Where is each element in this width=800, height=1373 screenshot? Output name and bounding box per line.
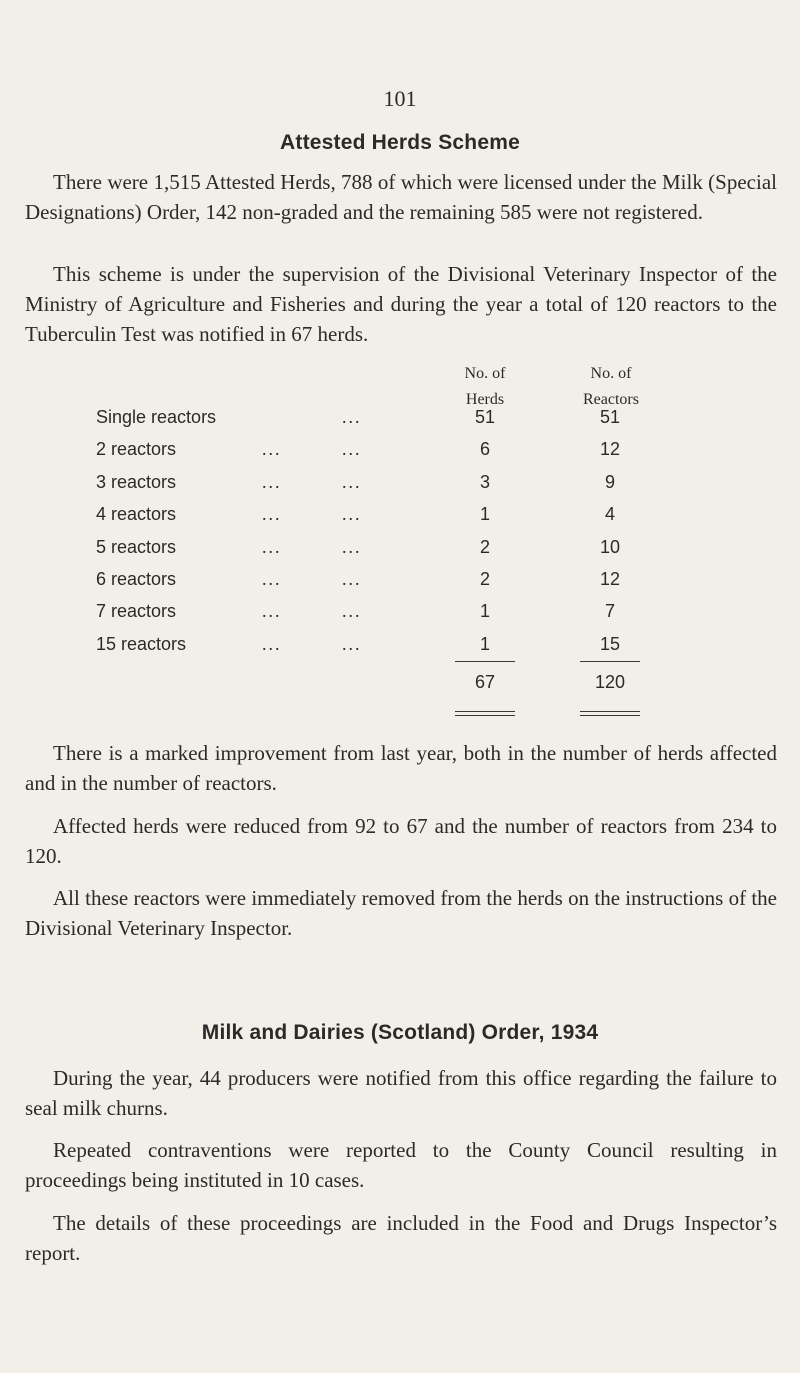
row-herds-value: 3: [479, 471, 490, 492]
row-reactors-value: 4: [604, 504, 615, 525]
row-label: 3 reactors: [96, 471, 177, 492]
leader-dots: ...: [342, 601, 362, 622]
leader-dots: ...: [262, 504, 282, 525]
table-row: [0, 439, 800, 469]
column-header-herds: [430, 361, 540, 413]
row-herds-value: 2: [479, 569, 490, 589]
column-header-herds-line2: Herds: [465, 391, 505, 408]
paragraph-proceedings-details: The details of these proceedings are included in the Food and Drugs Inspector’s report.: [25, 1211, 777, 1265]
table-row: [0, 537, 800, 567]
leader-dots: ...: [342, 504, 362, 525]
subtotal-rule-herds: [455, 661, 515, 662]
column-header-herds-line1: No. of: [464, 365, 506, 382]
table-row: [0, 601, 800, 631]
section-heading-milk-dairies: Milk and Dairies (Scotland) Order, 1934: [201, 1021, 599, 1044]
double-rule-reactors-1: [580, 711, 640, 712]
row-label: 15 reactors: [96, 633, 187, 654]
total-herds: 67: [474, 672, 496, 692]
row-label: Single reactors: [96, 407, 217, 427]
leader-dots: ...: [342, 407, 362, 427]
paragraph-contraventions: Repeated contraventions were reported to the County Council resulting in proceedings being instituted in 10 cases.: [25, 1138, 777, 1192]
section-heading-attested-herds: Attested Herds Scheme: [280, 131, 520, 154]
row-herds-value: 51: [474, 407, 496, 427]
row-label: 4 reactors: [96, 504, 177, 525]
double-rule-herds-1: [455, 711, 515, 712]
leader-dots: ...: [342, 569, 362, 589]
column-header-reactors-line1: No. of: [590, 365, 632, 382]
leader-dots: ...: [262, 536, 282, 557]
row-reactors-value: 9: [604, 471, 615, 492]
paragraph-scheme-supervision: This scheme is under the supervision of the Divisional Veterinary Inspector of the Ministry of Agriculture and Fisheries and during the year a total of 120 reactors to the Tuberculin Test was notified in 67 herds.: [25, 262, 777, 346]
paragraph-improvement: There is a marked improvement from last year, both in the number of herds affected and in the number of reactors.: [25, 741, 777, 795]
leader-dots: ...: [262, 439, 282, 460]
row-label: 2 reactors: [96, 439, 177, 460]
row-reactors-value: 51: [599, 407, 621, 427]
row-label: 7 reactors: [96, 601, 177, 622]
leader-dots: ...: [342, 471, 362, 492]
leader-dots: ...: [262, 569, 282, 589]
row-herds-value: 2: [479, 536, 490, 557]
double-rule-reactors-2: [580, 715, 640, 716]
row-reactors-value: 15: [599, 633, 621, 654]
paragraph-removal: All these reactors were immediately removed from the herds on the instructions of the Divisional Veterinary Inspector.: [25, 886, 777, 940]
leader-dots: ...: [262, 601, 282, 622]
row-reactors-value: 12: [599, 439, 621, 460]
row-herds-value: 1: [479, 601, 490, 622]
column-header-reactors-line2: Reactors: [583, 391, 639, 408]
row-herds-value: 1: [479, 633, 490, 654]
double-rule-herds-2: [455, 715, 515, 716]
table-row: [0, 634, 800, 664]
row-reactors-value: 12: [599, 569, 621, 589]
paragraph-producers-notified: During the year, 44 producers were notified from this office regarding the failure to seal milk churns.: [25, 1066, 777, 1120]
row-reactors-value: 10: [599, 536, 621, 557]
table-total-row: [0, 672, 800, 702]
page-number: 101: [383, 86, 417, 111]
leader-dots: ...: [342, 536, 362, 557]
table-row: [0, 504, 800, 534]
table-row: [0, 407, 800, 437]
subtotal-rule-reactors: [580, 661, 640, 662]
column-header-reactors: [552, 361, 670, 413]
row-herds-value: 1: [479, 504, 490, 525]
row-label: 6 reactors: [96, 569, 177, 589]
leader-dots: ...: [342, 633, 362, 654]
table-row: [0, 472, 800, 502]
leader-dots: ...: [342, 439, 362, 460]
total-reactors: 120: [594, 672, 626, 692]
row-label: 5 reactors: [96, 536, 177, 557]
leader-dots: ...: [262, 633, 282, 654]
paragraph-reduction: Affected herds were reduced from 92 to 67 and the number of reactors from 234 to 120.: [25, 814, 777, 868]
paragraph-attested-herds-count: There were 1,515 Attested Herds, 788 of which were licensed under the Milk (Special Designations) Order, 142 non-graded and the remaining 585 were not registered.: [25, 170, 777, 224]
table-row: [0, 569, 800, 599]
leader-dots: ...: [262, 471, 282, 492]
row-reactors-value: 7: [604, 601, 615, 622]
row-herds-value: 6: [479, 439, 490, 460]
